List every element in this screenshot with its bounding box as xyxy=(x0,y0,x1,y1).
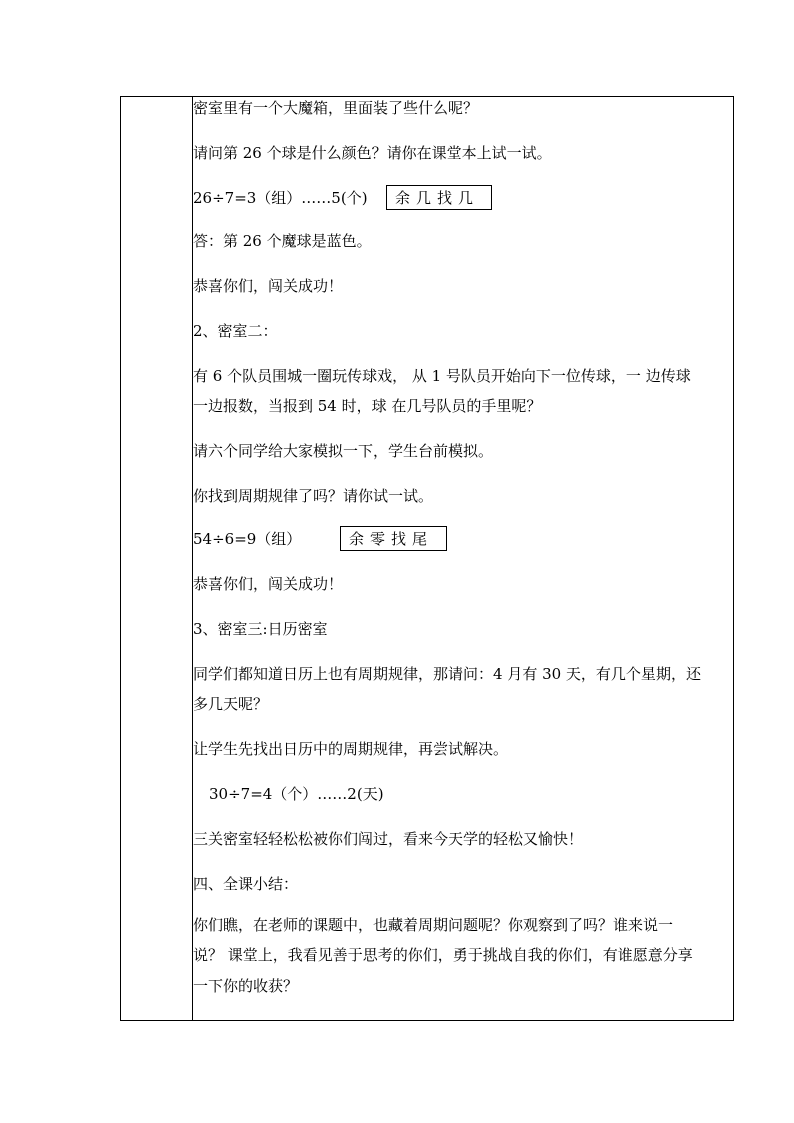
formula-line: 54÷6=9（组） xyxy=(193,530,302,548)
text-line: 一下你的收获？ xyxy=(193,977,299,995)
answer-line: 答：第 26 个魔球是蓝色。 xyxy=(193,232,372,250)
section-heading: 3、密室三:日历密室 xyxy=(193,620,328,638)
text-line: 恭喜你们，闯关成功！ xyxy=(193,277,344,295)
text-line: 你找到周期规律了吗？请你试一试。 xyxy=(193,487,434,505)
text-line: 让学生先找出日历中的周期规律，再尝试解决。 xyxy=(193,740,509,758)
text-line: 多几天呢？ xyxy=(193,695,269,713)
text-line: 说？ 课堂上，我看见善于思考的你们，勇于挑战自我的你们，有谁愿意分享 xyxy=(193,946,693,964)
text-line: 你们瞧，在老师的课题中，也藏着周期问题呢？你观察到了吗？谁来说一 xyxy=(193,916,674,934)
formula-line: 26÷7=3（组）……5(个) xyxy=(193,189,368,207)
text-line: 一边报数，当报到 54 时，球 在几号队员的手里呢？ xyxy=(193,397,542,415)
text-line: 恭喜你们，闯关成功！ xyxy=(193,575,344,593)
text-line: 三关密室轻轻松松被你们闯过，看来今天学的轻松又愉快！ xyxy=(193,830,584,848)
method-box: 余几找几 xyxy=(386,185,492,210)
section-heading: 四、全课小结： xyxy=(193,875,299,893)
formula-line: 30÷7=4（个）……2(天) xyxy=(209,785,384,803)
text-line: 请六个同学给大家模拟一下，学生台前模拟。 xyxy=(193,442,494,460)
text-line: 请问第 26 个球是什么颜色？请你在课堂本上试一试。 xyxy=(193,144,552,162)
method-box: 余零找尾 xyxy=(340,526,447,551)
section-heading: 2、密室二： xyxy=(193,322,278,340)
text-line: 同学们都知道日历上也有周期规律，那请问：4 月有 30 天，有几个星期，还 xyxy=(193,665,701,683)
text-line: 密室里有一个大魔箱，里面装了些什么呢？ xyxy=(193,99,479,117)
text-line: 有 6 个队员围城一圈玩传球戏， 从 1 号队员开始向下一位传球，一 边传球 xyxy=(193,367,691,385)
